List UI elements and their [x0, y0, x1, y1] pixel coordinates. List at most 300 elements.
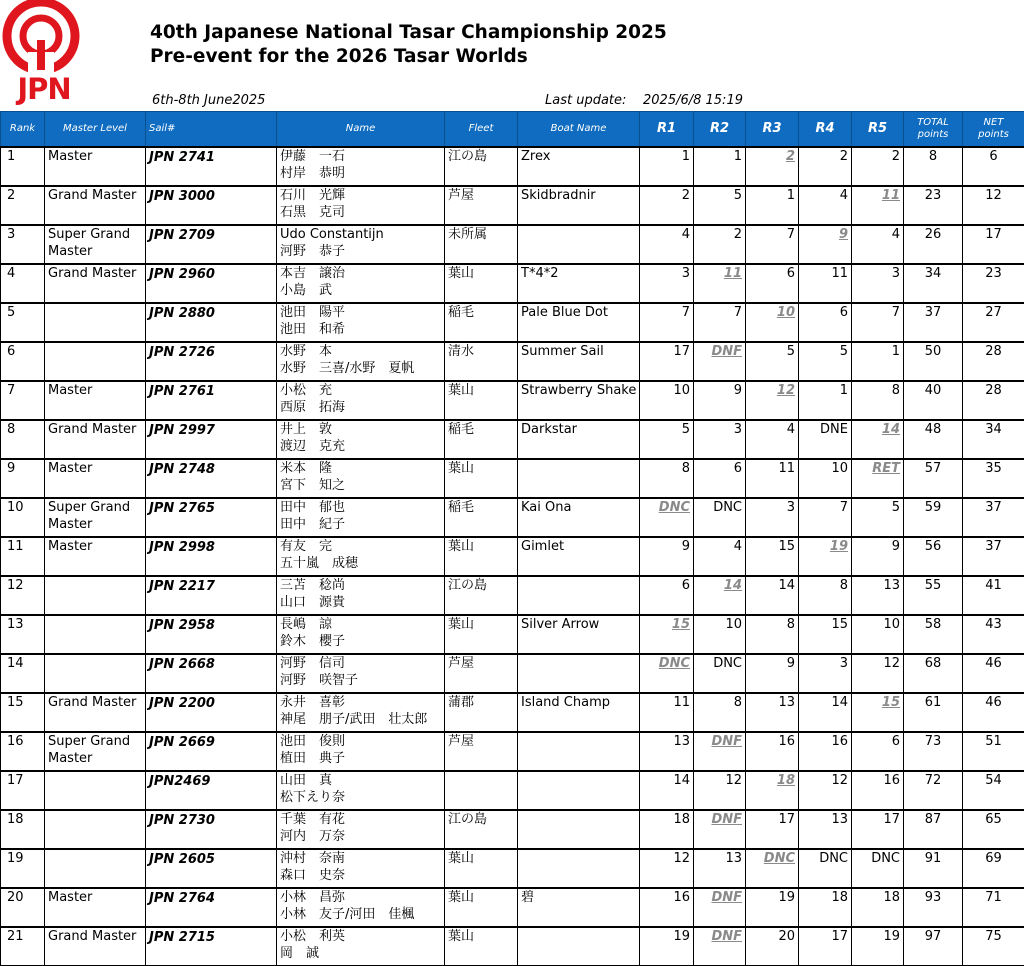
- race-5-cell: 9: [852, 537, 904, 576]
- race-3-cell: 16: [746, 732, 799, 771]
- sail-number-cell: [146, 810, 277, 849]
- boat-name-cell: Gimlet: [518, 537, 640, 576]
- table-row: [1, 147, 1024, 186]
- master-level-cell: [45, 342, 146, 381]
- crew-names-cell: [277, 264, 445, 303]
- helm-name: 石川 光輝: [280, 187, 444, 204]
- fleet-cell: 稲毛: [445, 420, 518, 459]
- logo-text: JPN: [6, 72, 82, 106]
- boat-name-cell: T*4*2: [518, 264, 640, 303]
- net-points-cell: 6: [963, 147, 1024, 186]
- race-5-cell: 11: [852, 186, 904, 225]
- master-level-cell: [45, 771, 146, 810]
- sail-number-cell: [146, 459, 277, 498]
- sail-number: JPN 2741: [149, 148, 276, 168]
- crew-names-cell: [277, 888, 445, 927]
- race-3-cell: 20: [746, 927, 799, 966]
- net-points-cell: 65: [963, 810, 1024, 849]
- col-total-line1: TOTAL: [917, 117, 949, 128]
- race-3-cell: 13: [746, 693, 799, 732]
- rank-cell: 21: [1, 927, 45, 966]
- race-5-cell: 16: [852, 771, 904, 810]
- sail-number-cell: [146, 381, 277, 420]
- race-4-cell: 15: [799, 615, 852, 654]
- crew-names-cell: [277, 459, 445, 498]
- race-2-cell: DNC: [694, 654, 746, 693]
- net-points-cell: 12: [963, 186, 1024, 225]
- race-4-cell: 10: [799, 459, 852, 498]
- race-4-cell: 5: [799, 342, 852, 381]
- fleet-cell: [445, 771, 518, 810]
- table-row: [1, 615, 1024, 654]
- master-level-cell: Grand Master: [45, 693, 146, 732]
- total-points-cell: 57: [904, 459, 963, 498]
- sail-number-cell: [146, 576, 277, 615]
- page-subtitle: Pre-event for the 2026 Tasar Worlds: [150, 46, 528, 67]
- sail-number: JPN 2726: [149, 343, 276, 363]
- helm-name: 池田 陽平: [280, 304, 444, 321]
- rank-cell: 20: [1, 888, 45, 927]
- rank-cell: 1: [1, 147, 45, 186]
- sail-number: JPN 2709: [149, 226, 276, 246]
- table-row: [1, 537, 1024, 576]
- crew-name: 松下えり奈: [280, 789, 444, 806]
- race-3-cell: 1: [746, 186, 799, 225]
- crew-name: 河野 咲智子: [280, 672, 444, 689]
- race-4-cell: 18: [799, 888, 852, 927]
- crew-names-cell: [277, 498, 445, 537]
- master-level-cell: [45, 810, 146, 849]
- col-master-level: Master Level: [45, 112, 146, 148]
- race-5-cell: 1: [852, 342, 904, 381]
- boat-name-cell: [518, 459, 640, 498]
- master-level-cell: Super Grand Master: [45, 498, 146, 537]
- sail-number-cell: [146, 888, 277, 927]
- col-rank: Rank: [1, 112, 45, 148]
- race-1-cell: 18: [640, 810, 694, 849]
- race-4-cell: 13: [799, 810, 852, 849]
- sail-number-cell: [146, 849, 277, 888]
- col-net: [963, 112, 1024, 148]
- sail-number: JPN 2605: [149, 850, 276, 870]
- total-points-cell: 97: [904, 927, 963, 966]
- boat-name-cell: [518, 654, 640, 693]
- race-3-cell: 6: [746, 264, 799, 303]
- total-points-cell: 56: [904, 537, 963, 576]
- master-level-cell: Master: [45, 537, 146, 576]
- boat-name-cell: Silver Arrow: [518, 615, 640, 654]
- helm-name: 長嶋 諒: [280, 616, 444, 633]
- table-header-row: [1, 112, 1024, 148]
- table-row: [1, 732, 1024, 771]
- race-1-cell: 15: [640, 615, 694, 654]
- boat-name-cell: [518, 576, 640, 615]
- sail-number: JPN 2958: [149, 616, 276, 636]
- master-level-cell: Grand Master: [45, 186, 146, 225]
- race-3-cell: 17: [746, 810, 799, 849]
- rank-cell: 7: [1, 381, 45, 420]
- race-1-cell: 16: [640, 888, 694, 927]
- master-level-cell: [45, 615, 146, 654]
- rank-cell: 2: [1, 186, 45, 225]
- sail-number: JPN 2761: [149, 382, 276, 402]
- fleet-cell: 稲毛: [445, 303, 518, 342]
- fleet-cell: 葉山: [445, 459, 518, 498]
- rank-cell: 13: [1, 615, 45, 654]
- table-row: [1, 849, 1024, 888]
- race-1-cell: 2: [640, 186, 694, 225]
- sail-number-cell: [146, 693, 277, 732]
- total-points-cell: 48: [904, 420, 963, 459]
- race-3-cell: 12: [746, 381, 799, 420]
- table-row: [1, 381, 1024, 420]
- boat-name-cell: Strawberry Shake: [518, 381, 640, 420]
- results-body: [1, 147, 1024, 966]
- crew-name: 植田 典子: [280, 750, 444, 767]
- col-r1: R1: [640, 112, 694, 148]
- master-level-cell: Super Grand Master: [45, 225, 146, 264]
- race-4-cell: 3: [799, 654, 852, 693]
- master-level-cell: Super Grand Master: [45, 732, 146, 771]
- net-points-cell: 41: [963, 576, 1024, 615]
- master-level-cell: [45, 849, 146, 888]
- helm-name: 小林 昌弥: [280, 889, 444, 906]
- race-4-cell: 2: [799, 147, 852, 186]
- sail-number: JPN 2960: [149, 265, 276, 285]
- helm-name: 井上 敦: [280, 421, 444, 438]
- sail-number: JPN 2880: [149, 304, 276, 324]
- race-2-cell: 5: [694, 186, 746, 225]
- crew-name: 小林 友子/河田 佳楓: [280, 906, 444, 923]
- fleet-cell: 葉山: [445, 888, 518, 927]
- net-points-cell: 35: [963, 459, 1024, 498]
- table-row: [1, 693, 1024, 732]
- boat-name-cell: Skidbradnir: [518, 186, 640, 225]
- rank-cell: 5: [1, 303, 45, 342]
- race-2-cell: DNF: [694, 732, 746, 771]
- crew-names-cell: [277, 342, 445, 381]
- col-total-line2: points: [918, 129, 949, 140]
- boat-name-cell: Island Champ: [518, 693, 640, 732]
- race-2-cell: DNF: [694, 810, 746, 849]
- crew-name: 鈴木 櫻子: [280, 633, 444, 650]
- crew-name: 河内 万奈: [280, 828, 444, 845]
- net-points-cell: 46: [963, 654, 1024, 693]
- crew-names-cell: [277, 732, 445, 771]
- sail-number-cell: [146, 264, 277, 303]
- col-sail: Sail#: [146, 112, 277, 148]
- crew-names-cell: [277, 654, 445, 693]
- race-2-cell: 13: [694, 849, 746, 888]
- col-r4: R4: [799, 112, 852, 148]
- crew-name: 小島 武: [280, 282, 444, 299]
- race-3-cell: 18: [746, 771, 799, 810]
- sail-number: JPN 2200: [149, 694, 276, 714]
- crew-name: 河野 恭子: [280, 243, 444, 260]
- fleet-cell: 江の島: [445, 576, 518, 615]
- race-4-cell: 1: [799, 381, 852, 420]
- race-5-cell: 10: [852, 615, 904, 654]
- net-points-cell: 46: [963, 693, 1024, 732]
- race-4-cell: 6: [799, 303, 852, 342]
- crew-names-cell: [277, 693, 445, 732]
- event-dates: 6th-8th June2025: [152, 93, 265, 108]
- race-1-cell: 12: [640, 849, 694, 888]
- race-2-cell: 3: [694, 420, 746, 459]
- crew-names-cell: [277, 147, 445, 186]
- fleet-cell: 芦屋: [445, 732, 518, 771]
- race-4-cell: 16: [799, 732, 852, 771]
- total-points-cell: 59: [904, 498, 963, 537]
- race-1-cell: 14: [640, 771, 694, 810]
- helm-name: 山田 真: [280, 772, 444, 789]
- race-2-cell: 9: [694, 381, 746, 420]
- master-level-cell: [45, 303, 146, 342]
- total-points-cell: 87: [904, 810, 963, 849]
- net-points-cell: 28: [963, 381, 1024, 420]
- boat-name-cell: Zrex: [518, 147, 640, 186]
- helm-name: 池田 俊則: [280, 733, 444, 750]
- net-points-cell: 17: [963, 225, 1024, 264]
- race-2-cell: DNF: [694, 342, 746, 381]
- sail-number: JPN 2715: [149, 928, 276, 948]
- table-row: [1, 810, 1024, 849]
- race-5-cell: RET: [852, 459, 904, 498]
- table-row: [1, 264, 1024, 303]
- table-row: [1, 342, 1024, 381]
- crew-name: 森口 史奈: [280, 867, 444, 884]
- crew-name: 池田 和希: [280, 321, 444, 338]
- net-points-cell: 43: [963, 615, 1024, 654]
- sail-number-cell: [146, 186, 277, 225]
- crew-name: 宮下 知之: [280, 477, 444, 494]
- table-row: [1, 459, 1024, 498]
- boat-name-cell: Summer Sail: [518, 342, 640, 381]
- table-row: [1, 771, 1024, 810]
- race-2-cell: 8: [694, 693, 746, 732]
- sail-number: JPN 2764: [149, 889, 276, 909]
- boat-name-cell: Darkstar: [518, 420, 640, 459]
- race-4-cell: 7: [799, 498, 852, 537]
- sail-number: JPN 2748: [149, 460, 276, 480]
- jpn-logo: [0, 0, 86, 106]
- master-level-cell: [45, 576, 146, 615]
- rank-cell: 8: [1, 420, 45, 459]
- rank-cell: 11: [1, 537, 45, 576]
- fleet-cell: 芦屋: [445, 654, 518, 693]
- fleet-cell: 清水: [445, 342, 518, 381]
- col-fleet: Fleet: [445, 112, 518, 148]
- rank-cell: 4: [1, 264, 45, 303]
- sail-number-cell: [146, 225, 277, 264]
- fleet-cell: 蒲郡: [445, 693, 518, 732]
- boat-name-cell: [518, 771, 640, 810]
- master-level-cell: [45, 654, 146, 693]
- rank-cell: 3: [1, 225, 45, 264]
- boat-name-cell: [518, 732, 640, 771]
- total-points-cell: 34: [904, 264, 963, 303]
- race-3-cell: 19: [746, 888, 799, 927]
- helm-name: 田中 郁也: [280, 499, 444, 516]
- master-level-cell: Master: [45, 888, 146, 927]
- crew-name: 田中 紀子: [280, 516, 444, 533]
- race-4-cell: 8: [799, 576, 852, 615]
- race-1-cell: 5: [640, 420, 694, 459]
- helm-name: Udo Constantijn: [280, 226, 444, 243]
- rank-cell: 12: [1, 576, 45, 615]
- sail-number-cell: [146, 420, 277, 459]
- race-5-cell: 8: [852, 381, 904, 420]
- fleet-cell: 葉山: [445, 264, 518, 303]
- master-level-cell: Grand Master: [45, 927, 146, 966]
- sail-number: JPN 2730: [149, 811, 276, 831]
- race-5-cell: 17: [852, 810, 904, 849]
- boat-name-cell: Kai Ona: [518, 498, 640, 537]
- race-5-cell: 12: [852, 654, 904, 693]
- master-level-cell: Grand Master: [45, 420, 146, 459]
- race-1-cell: DNC: [640, 654, 694, 693]
- helm-name: 水野 本: [280, 343, 444, 360]
- race-3-cell: 11: [746, 459, 799, 498]
- helm-name: 米本 隆: [280, 460, 444, 477]
- table-row: [1, 654, 1024, 693]
- table-row: [1, 420, 1024, 459]
- race-1-cell: 3: [640, 264, 694, 303]
- race-1-cell: 6: [640, 576, 694, 615]
- rank-cell: 18: [1, 810, 45, 849]
- race-5-cell: 2: [852, 147, 904, 186]
- table-row: [1, 225, 1024, 264]
- race-3-cell: 10: [746, 303, 799, 342]
- fleet-cell: 葉山: [445, 927, 518, 966]
- race-2-cell: 2: [694, 225, 746, 264]
- fleet-cell: 稲毛: [445, 498, 518, 537]
- race-3-cell: 3: [746, 498, 799, 537]
- net-points-cell: 23: [963, 264, 1024, 303]
- helm-name: 小松 利英: [280, 928, 444, 945]
- sail-number-cell: [146, 615, 277, 654]
- helm-name: 有友 完: [280, 538, 444, 555]
- crew-names-cell: [277, 615, 445, 654]
- race-4-cell: 4: [799, 186, 852, 225]
- table-row: [1, 303, 1024, 342]
- race-5-cell: 7: [852, 303, 904, 342]
- crew-name: 石黒 克司: [280, 204, 444, 221]
- race-1-cell: 11: [640, 693, 694, 732]
- net-points-cell: 51: [963, 732, 1024, 771]
- fleet-cell: 葉山: [445, 849, 518, 888]
- sail-number: JPN2469: [149, 772, 276, 792]
- table-row: [1, 888, 1024, 927]
- race-1-cell: 19: [640, 927, 694, 966]
- rank-cell: 19: [1, 849, 45, 888]
- race-5-cell: 5: [852, 498, 904, 537]
- crew-name: 五十嵐 成穂: [280, 555, 444, 572]
- race-5-cell: DNC: [852, 849, 904, 888]
- sail-number: JPN 2669: [149, 733, 276, 753]
- race-3-cell: 9: [746, 654, 799, 693]
- fleet-cell: 江の島: [445, 810, 518, 849]
- race-5-cell: 18: [852, 888, 904, 927]
- total-points-cell: 55: [904, 576, 963, 615]
- sail-number-cell: [146, 732, 277, 771]
- race-3-cell: 15: [746, 537, 799, 576]
- crew-names-cell: [277, 420, 445, 459]
- col-net-line1: NET: [984, 117, 1004, 128]
- crew-name: 山口 源貴: [280, 594, 444, 611]
- total-points-cell: 23: [904, 186, 963, 225]
- race-4-cell: 11: [799, 264, 852, 303]
- fleet-cell: 芦屋: [445, 186, 518, 225]
- race-3-cell: 5: [746, 342, 799, 381]
- crew-names-cell: [277, 810, 445, 849]
- crew-names-cell: [277, 303, 445, 342]
- sail-number-cell: [146, 771, 277, 810]
- helm-name: 千葉 有花: [280, 811, 444, 828]
- boat-name-cell: [518, 810, 640, 849]
- race-5-cell: 13: [852, 576, 904, 615]
- race-3-cell: 8: [746, 615, 799, 654]
- helm-name: 伊藤 一石: [280, 148, 444, 165]
- race-2-cell: 14: [694, 576, 746, 615]
- crew-names-cell: [277, 576, 445, 615]
- col-boat: Boat Name: [518, 112, 640, 148]
- net-points-cell: 37: [963, 537, 1024, 576]
- col-r2: R2: [694, 112, 746, 148]
- race-1-cell: 7: [640, 303, 694, 342]
- crew-name: 水野 三喜/水野 夏帆: [280, 360, 444, 377]
- helm-name: 本吉 譲治: [280, 265, 444, 282]
- crew-names-cell: [277, 537, 445, 576]
- total-points-cell: 26: [904, 225, 963, 264]
- race-1-cell: 8: [640, 459, 694, 498]
- helm-name: 永井 喜彰: [280, 694, 444, 711]
- race-2-cell: DNC: [694, 498, 746, 537]
- fleet-cell: 未所属: [445, 225, 518, 264]
- race-1-cell: 13: [640, 732, 694, 771]
- race-4-cell: DNC: [799, 849, 852, 888]
- master-level-cell: Master: [45, 459, 146, 498]
- rank-cell: 15: [1, 693, 45, 732]
- sail-number-cell: [146, 498, 277, 537]
- race-2-cell: 12: [694, 771, 746, 810]
- race-2-cell: 1: [694, 147, 746, 186]
- master-level-cell: Master: [45, 147, 146, 186]
- col-r3: R3: [746, 112, 799, 148]
- fleet-cell: 葉山: [445, 615, 518, 654]
- rank-cell: 10: [1, 498, 45, 537]
- target-logo-icon: [0, 0, 86, 80]
- rank-cell: 16: [1, 732, 45, 771]
- race-3-cell: DNC: [746, 849, 799, 888]
- results-table: [0, 111, 1024, 966]
- race-1-cell: 10: [640, 381, 694, 420]
- total-points-cell: 93: [904, 888, 963, 927]
- race-2-cell: 4: [694, 537, 746, 576]
- race-5-cell: 6: [852, 732, 904, 771]
- boat-name-cell: Pale Blue Dot: [518, 303, 640, 342]
- race-1-cell: 17: [640, 342, 694, 381]
- race-2-cell: 10: [694, 615, 746, 654]
- race-4-cell: 9: [799, 225, 852, 264]
- sail-number-cell: [146, 537, 277, 576]
- race-4-cell: 19: [799, 537, 852, 576]
- race-4-cell: 17: [799, 927, 852, 966]
- net-points-cell: 71: [963, 888, 1024, 927]
- col-net-line2: points: [978, 129, 1009, 140]
- total-points-cell: 73: [904, 732, 963, 771]
- table-row: [1, 186, 1024, 225]
